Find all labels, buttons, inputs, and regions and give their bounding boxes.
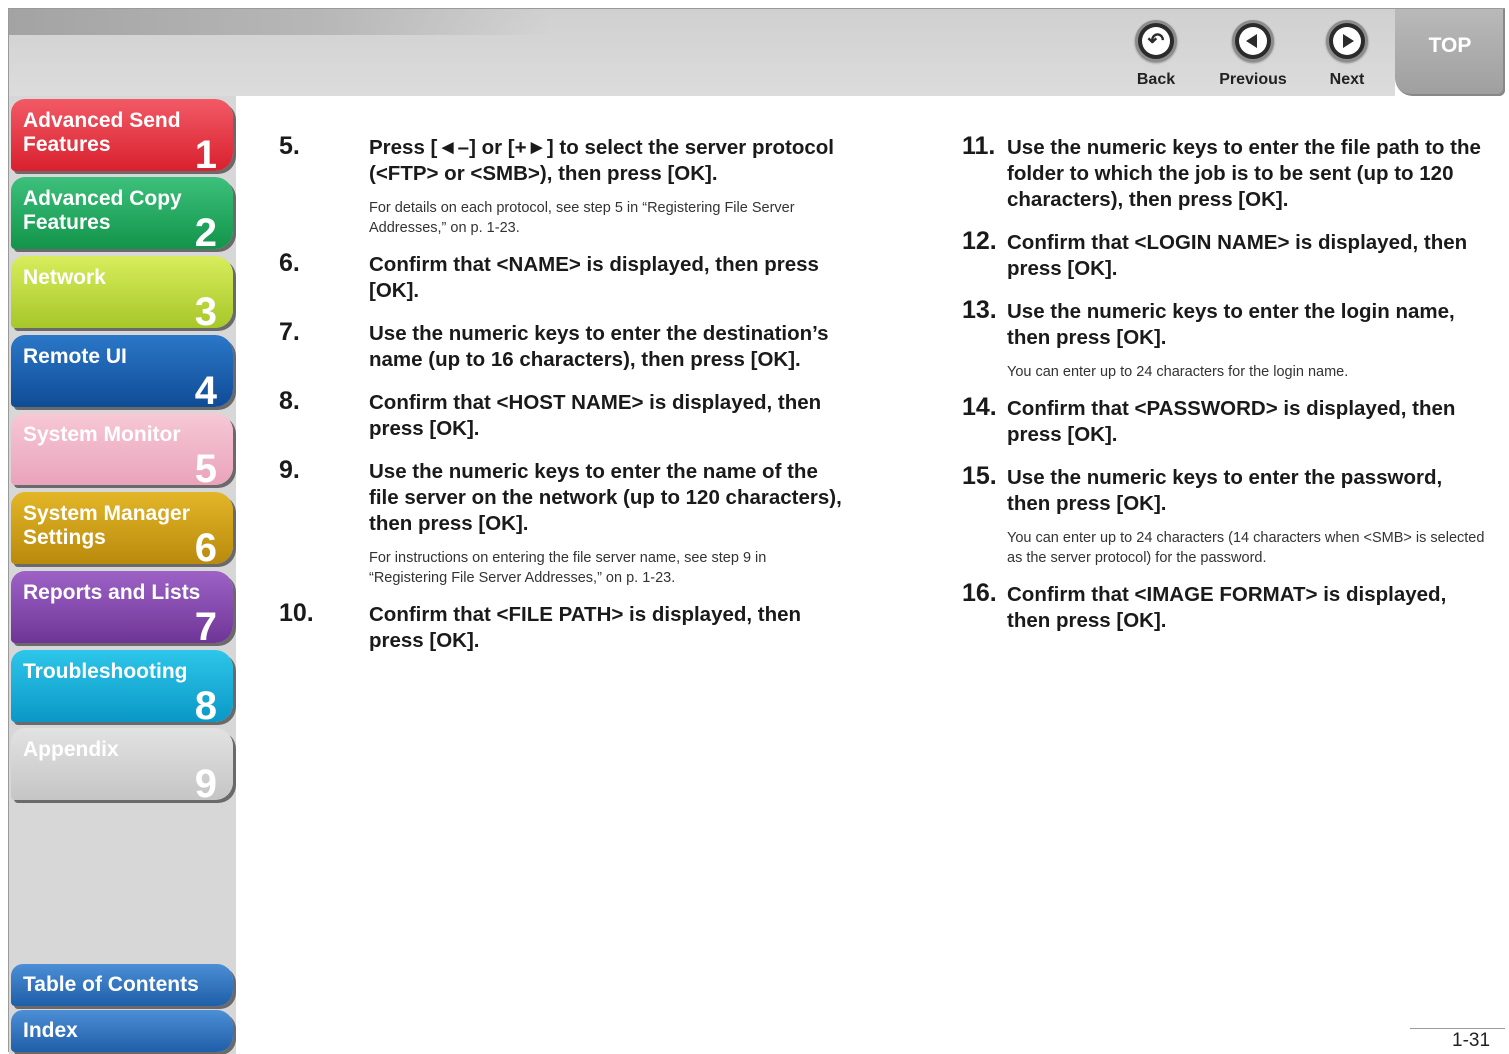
step-note: You can enter up to 24 characters for the login name. bbox=[1007, 364, 1349, 380]
chapter-number: 6 bbox=[194, 526, 217, 564]
step-number: 7. bbox=[279, 318, 300, 346]
step-number: 16. bbox=[962, 579, 997, 607]
chapter-number: 7 bbox=[194, 605, 217, 643]
chapter-tab-7[interactable] bbox=[11, 571, 233, 643]
chapter-number: 3 bbox=[194, 290, 217, 328]
step-number: 14. bbox=[962, 393, 997, 421]
chapter-number: 9 bbox=[194, 762, 217, 800]
chapter-tab-8[interactable] bbox=[11, 650, 233, 722]
index-label: Index bbox=[23, 1019, 78, 1042]
step-item bbox=[279, 456, 844, 588]
step-text: Use the numeric keys to enter the file path to the folder to which the job is to be sent (up to 120 characters), then press [OK]. bbox=[1007, 136, 1481, 211]
chapter-tab-label: System Manager Settings bbox=[23, 502, 190, 549]
step-note: For details on each protocol, see step 5 in “Registering File Server Addresses,” on p. 1-23. bbox=[369, 200, 795, 236]
chapter-tab-label: System Monitor bbox=[23, 423, 181, 446]
chapter-tab-label: Appendix bbox=[23, 738, 119, 761]
step-text: Confirm that <PASSWORD> is displayed, then press [OK]. bbox=[1007, 397, 1456, 446]
chapter-tab-label: Remote UI bbox=[23, 345, 127, 368]
chapter-tab-1[interactable] bbox=[11, 99, 233, 171]
chapter-tab-label: Network bbox=[23, 266, 106, 289]
step-text: Use the numeric keys to enter the destination’s name (up to 16 characters), then press [OK]. bbox=[369, 322, 829, 371]
step-text: Use the numeric keys to enter the password, then press [OK]. bbox=[1007, 466, 1443, 515]
step-item bbox=[962, 132, 1487, 213]
chapter-tab-label: Advanced Copy Features bbox=[23, 187, 182, 234]
back-icon: ↶ bbox=[1135, 20, 1177, 62]
chapter-tab-label: Advanced Send Features bbox=[23, 109, 181, 156]
step-item bbox=[279, 318, 844, 373]
chapter-tab-label: Troubleshooting bbox=[23, 660, 188, 683]
step-text: Press [◄–] or [+►] to select the server protocol (<FTP> or <SMB>), then press [OK]. bbox=[369, 136, 834, 185]
top-button[interactable] bbox=[1395, 9, 1505, 96]
step-item bbox=[962, 462, 1487, 568]
steps-right-column bbox=[962, 132, 1487, 634]
step-number: 10. bbox=[279, 599, 314, 627]
chapter-tab-6[interactable] bbox=[11, 492, 233, 564]
step-number: 12. bbox=[962, 227, 997, 255]
step-item bbox=[279, 599, 844, 654]
chapter-tab-9[interactable] bbox=[11, 728, 233, 800]
top-bar-strip bbox=[9, 9, 549, 35]
chapter-number: 8 bbox=[194, 684, 217, 722]
steps-left-column bbox=[279, 132, 844, 654]
step-text: Confirm that <FILE PATH> is displayed, then press [OK]. bbox=[369, 603, 802, 652]
step-number: 9. bbox=[279, 456, 300, 484]
step-text: Confirm that <LOGIN NAME> is displayed, then press [OK]. bbox=[1007, 231, 1468, 280]
step-text: Use the numeric keys to enter the name of the file server on the network (up to 120 characters), then press [OK]. bbox=[369, 460, 842, 535]
step-number: 5. bbox=[279, 132, 300, 160]
step-text: Confirm that <IMAGE FORMAT> is displayed, then press [OK]. bbox=[1007, 583, 1447, 632]
chapter-number: 2 bbox=[194, 211, 217, 249]
step-item bbox=[962, 296, 1487, 382]
table-of-contents-label: Table of Contents bbox=[23, 973, 199, 996]
step-item bbox=[279, 132, 844, 238]
next-icon bbox=[1326, 20, 1368, 62]
chapter-number: 4 bbox=[194, 369, 217, 407]
step-number: 8. bbox=[279, 387, 300, 415]
step-number: 15. bbox=[962, 462, 997, 490]
step-text: Use the numeric keys to enter the login name, then press [OK]. bbox=[1007, 300, 1455, 349]
step-note: You can enter up to 24 characters (14 characters when <SMB> is selected as the server protocol) for the password. bbox=[1007, 530, 1485, 566]
step-item bbox=[962, 579, 1487, 634]
chapter-number: 5 bbox=[194, 447, 217, 485]
step-item bbox=[279, 387, 844, 442]
previous-icon bbox=[1232, 20, 1274, 62]
chapter-tab-5[interactable] bbox=[11, 413, 233, 485]
step-note: For instructions on entering the file server name, see step 9 in “Registering File Server Addresses,” on p. 1-23. bbox=[369, 550, 767, 586]
previous-button[interactable] bbox=[1213, 20, 1293, 89]
step-text: Confirm that <HOST NAME> is displayed, then press [OK]. bbox=[369, 391, 822, 440]
page-number: 1-31 bbox=[1452, 1030, 1491, 1051]
index-button[interactable] bbox=[11, 1010, 233, 1052]
step-text: Confirm that <NAME> is displayed, then press [OK]. bbox=[369, 253, 819, 302]
chapter-tab-3[interactable] bbox=[11, 256, 233, 328]
table-of-contents-button[interactable] bbox=[11, 964, 233, 1006]
footer-divider bbox=[1410, 1028, 1505, 1029]
chapter-tab-4[interactable] bbox=[11, 335, 233, 407]
step-number: 6. bbox=[279, 249, 300, 277]
chapter-tab-label: Reports and Lists bbox=[23, 581, 201, 604]
top-label: TOP bbox=[1428, 34, 1472, 57]
step-item bbox=[279, 249, 844, 304]
back-label: Back bbox=[1136, 71, 1176, 88]
step-number: 13. bbox=[962, 296, 997, 324]
chapter-number: 1 bbox=[194, 133, 217, 171]
step-item bbox=[962, 393, 1487, 448]
next-label: Next bbox=[1329, 71, 1365, 88]
previous-label: Previous bbox=[1219, 71, 1287, 88]
next-button[interactable] bbox=[1307, 20, 1387, 89]
back-button[interactable] bbox=[1116, 20, 1196, 89]
step-number: 11. bbox=[962, 132, 996, 160]
chapter-tab-2[interactable] bbox=[11, 177, 233, 249]
step-item bbox=[962, 227, 1487, 282]
